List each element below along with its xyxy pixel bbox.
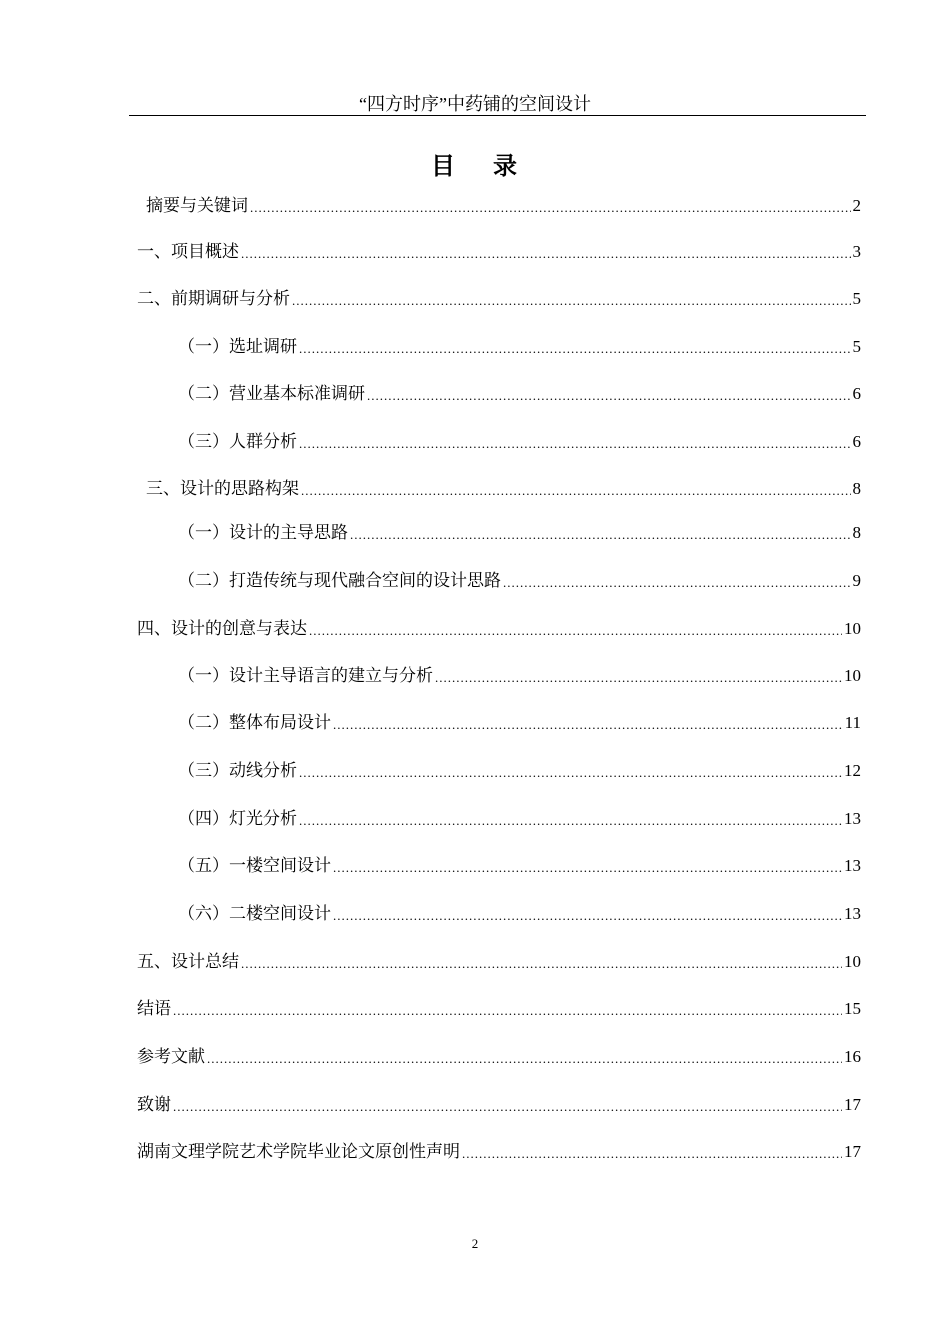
dot-leader [241,245,851,263]
toc-entry-page: 8 [852,479,861,498]
dot-leader [207,1050,842,1068]
toc-entry[interactable] [178,712,861,734]
toc-entry-label: （五）一楼空间设计 [178,856,331,875]
toc-entry-page: 17 [844,1142,861,1161]
toc-entry-page: 6 [852,432,861,451]
toc-title-char: 目 [431,154,457,180]
toc-entry-label: 一、项目概述 [137,242,239,261]
toc-entry[interactable] [178,760,861,782]
dot-leader [435,669,842,687]
toc-entry-page: 10 [844,619,861,638]
toc-entry[interactable] [137,241,861,263]
toc-entry-page: 13 [844,856,861,875]
toc-entry-page: 8 [852,523,861,542]
toc-entry-page: 13 [844,904,861,923]
toc-entry[interactable] [178,665,861,687]
dot-leader [333,716,843,734]
toc-entry-page: 9 [852,571,861,590]
running-header: “四方时序”中药铺的空间设计 [359,94,591,114]
dot-leader [367,387,851,405]
toc-entry[interactable] [178,383,861,405]
header-rule [129,115,866,116]
toc-entry-label: 致谢 [137,1095,171,1114]
toc-entry-page: 5 [852,289,861,308]
toc-entry-label: 五、设计总结 [137,952,239,971]
toc-title [0,146,950,181]
toc-entry-page: 13 [844,809,861,828]
toc-entry-page: 10 [844,952,861,971]
toc-title-char: 录 [493,154,519,180]
toc-entry[interactable] [178,808,861,830]
toc-entry[interactable] [137,1141,861,1163]
toc-entry-label: 四、设计的创意与表达 [137,619,307,638]
toc-entry-label: 二、前期调研与分析 [137,289,290,308]
dot-leader [173,1098,842,1116]
toc-entry-label: 参考文献 [137,1047,205,1066]
toc-entry-label: （六）二楼空间设计 [178,904,331,923]
toc-entry-page: 15 [844,999,861,1018]
toc-entry[interactable] [178,855,861,877]
toc-entry-page: 3 [852,242,861,261]
toc-entry-label: 湖南文理学院艺术学院毕业论文原创性声明 [137,1142,460,1161]
toc-entry-label: （三）动线分析 [178,761,297,780]
dot-leader [333,859,842,877]
dot-leader [333,907,842,925]
toc-entry-label: （一）设计主导语言的建立与分析 [178,666,433,685]
toc-entry-page: 12 [844,761,861,780]
toc-entry[interactable] [137,951,861,973]
dot-leader [292,292,851,310]
toc-entry[interactable] [137,1046,861,1068]
toc-entry-label: （二）营业基本标准调研 [178,384,365,403]
dot-leader [299,435,851,453]
toc-entry-label: （一）选址调研 [178,337,297,356]
dot-leader [241,955,842,973]
toc-entry-label: 三、设计的思路构架 [146,479,299,498]
toc-entry-label: （二）打造传统与现代融合空间的设计思路 [178,571,501,590]
dot-leader [301,482,851,500]
toc-entry-label: （一）设计的主导思路 [178,523,348,542]
dot-leader [309,622,842,640]
toc-entry[interactable] [137,998,861,1020]
toc-entry-page: 5 [852,337,861,356]
toc-entry[interactable] [178,336,861,358]
toc-entry-label: 摘要与关键词 [146,196,248,215]
toc-entry-page: 10 [844,666,861,685]
dot-leader [250,199,851,217]
toc-entry[interactable] [146,195,861,217]
dot-leader [173,1002,842,1020]
dot-leader [299,764,842,782]
toc-entry[interactable] [178,570,861,592]
dot-leader [503,574,851,592]
toc-entry[interactable] [137,288,861,310]
toc-entry-label: （三）人群分析 [178,432,297,451]
toc-entry-page: 11 [844,713,861,732]
toc-entry[interactable] [146,478,861,500]
dot-leader [350,526,851,544]
toc-entry-page: 2 [852,196,861,215]
toc-entry-page: 16 [844,1047,861,1066]
toc-entry[interactable] [137,1094,861,1116]
toc-entry[interactable] [178,522,861,544]
toc-entry-page: 6 [852,384,861,403]
toc-entry-label: 结语 [137,999,171,1018]
toc-entry-label: （二）整体布局设计 [178,713,331,732]
toc-entry[interactable] [178,903,861,925]
toc-entry[interactable] [178,431,861,453]
toc-entry[interactable] [137,618,861,640]
toc-entry-page: 17 [844,1095,861,1114]
dot-leader [462,1145,842,1163]
dot-leader [299,812,842,830]
toc-entry-label: （四）灯光分析 [178,809,297,828]
page-number: 2 [471,1236,479,1251]
dot-leader [299,340,851,358]
